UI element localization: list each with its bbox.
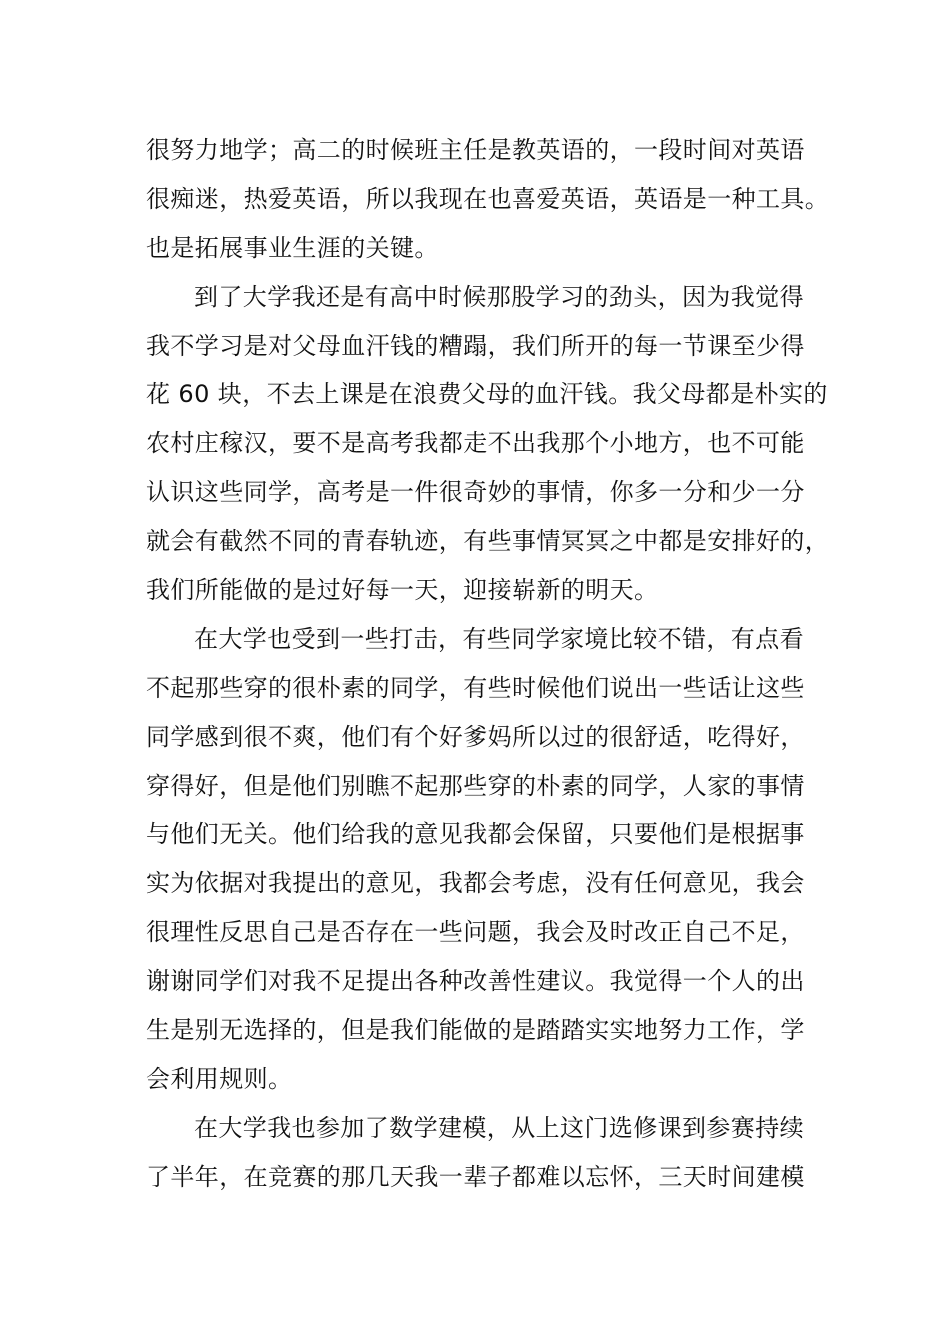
text-line: 很理性反思自己是否存在一些问题，我会及时改正自己不足， <box>146 918 805 947</box>
text-line: 谢谢同学们对我不足提出各种改善性建议。我觉得一个人的出 <box>146 967 805 996</box>
paragraph-4 <box>146 1104 810 1202</box>
text-line: 实为依据对我提出的意见，我都会考虑，没有任何意见，我会 <box>146 869 805 898</box>
text-line: 也是拓展事业生涯的关键。 <box>146 233 439 262</box>
text-line: 花 60 块，不去上课是在浪费父母的血汗钱。我父母都是朴实的 <box>146 380 828 409</box>
paragraph-3 <box>146 615 810 1104</box>
document-body <box>146 126 830 1202</box>
text-line: 到了大学我还是有高中时候那股学习的劲头，因为我觉得 <box>194 282 804 311</box>
text-line: 在大学也受到一些打击，有些同学家境比较不错，有点看 <box>194 624 804 653</box>
text-line: 同学感到很不爽，他们有个好爹妈所以过的很舒适，吃得好， <box>146 722 805 751</box>
text-line: 很努力地学；高二的时候班主任是教英语的，一段时间对英语 <box>146 136 805 164</box>
paragraph-1 <box>146 126 830 273</box>
text-line: 农村庄稼汉，要不是高考我都走不出我那个小地方，也不可能 <box>146 429 805 458</box>
text-line: 与他们无关。他们给我的意见我都会保留，只要他们是根据事 <box>146 820 805 849</box>
text-line: 认识这些同学，高考是一件很奇妙的事情，你多一分和少一分 <box>146 478 805 507</box>
text-line: 我不学习是对父母血汗钱的糟蹋，我们所开的每一节课至少得 <box>146 331 805 360</box>
text-line: 在大学我也参加了数学建模，从上这门选修课到参赛持续 <box>194 1113 804 1142</box>
text-line: 不起那些穿的很朴素的同学，有些时候他们说出一些话让这些 <box>146 673 805 702</box>
paragraph-2 <box>146 273 830 615</box>
text-line: 我们所能做的是过好每一天，迎接崭新的明天。 <box>146 576 659 605</box>
text-line: 会利用规则。 <box>146 1064 293 1093</box>
text-line: 穿得好，但是他们别瞧不起那些穿的朴素的同学，人家的事情 <box>146 771 805 800</box>
text-line: 很痴迷，热爱英语，所以我现在也喜爱英语，英语是一种工具。 <box>146 184 830 213</box>
text-line: 就会有截然不同的青春轨迹，有些事情冥冥之中都是安排好的， <box>146 527 830 556</box>
text-line: 生是别无选择的，但是我们能做的是踏踏实实地努力工作，学 <box>146 1016 805 1045</box>
text-line: 了半年，在竞赛的那几天我一辈子都难以忘怀，三天时间建模 <box>146 1162 805 1191</box>
